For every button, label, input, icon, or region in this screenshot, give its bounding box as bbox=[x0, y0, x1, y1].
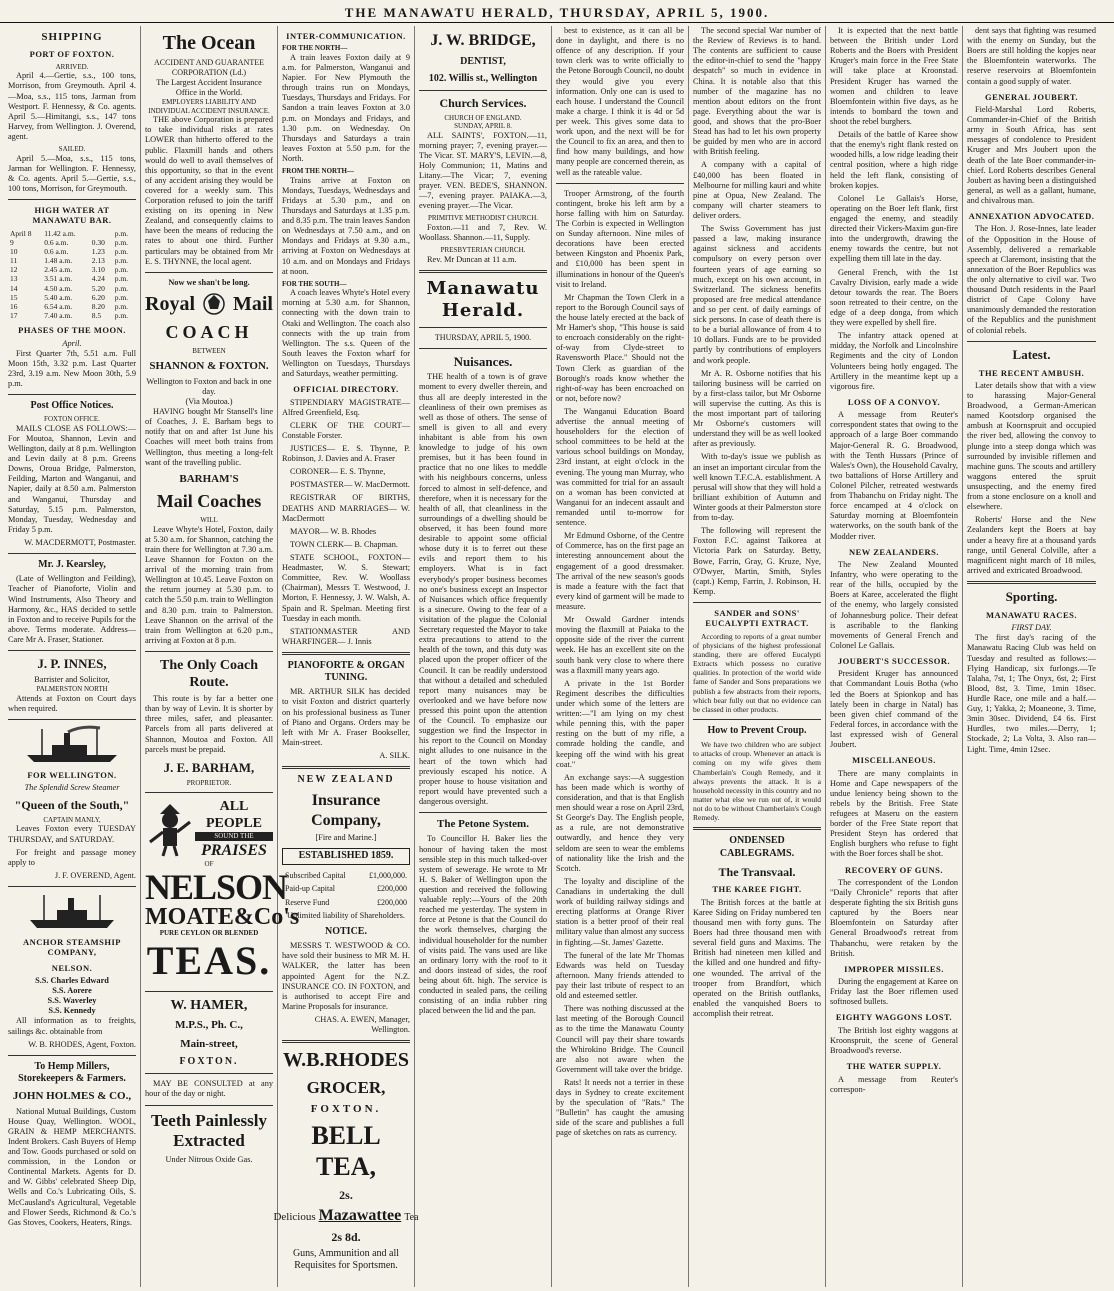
capital-cell: £200,000 bbox=[377, 884, 407, 894]
eucalypti-text: According to reports of a great number of physicians of the highest professional standing, there are offered Eucalypti Extracts which possess no curative qualities. In protection of the world wide fame of Sander and Sons preparations we publish a few abstracts from their reports, which bear fully out that no evidence can be classed in other products. bbox=[693, 631, 821, 714]
innes-subheading: Barrister and Solicitor, bbox=[34, 674, 110, 684]
football-text: The following will represent the Foxton F.C. against Taikorea at Victoria Park on Saturday. Betty, Bowe, Farrin, Gray, G. Kruze, Nye, O'Dwyer, Martin, Smith, Styles (capt.) Kemp, Farrin, J. Robinson, H. Kemp. bbox=[693, 526, 821, 596]
directory-item: POSTMASTER— W. MacDermott. bbox=[290, 480, 410, 490]
divider bbox=[145, 1105, 273, 1106]
tide-cell: 13 bbox=[10, 274, 18, 284]
between-word: BETWEEN bbox=[192, 346, 226, 355]
divider bbox=[145, 272, 273, 273]
tide-cell: 16 bbox=[10, 301, 18, 311]
tide-cell: 6.20 bbox=[91, 292, 105, 302]
moon-month: April. bbox=[62, 338, 82, 348]
south-text: A coach leaves Whyte's Hotel every morning at 5.30 a.m. for Shannon, connecting with the down train to Otaki and Wellington. The coach also connects with the up train from Wellington. The s.s. Queen of the South leaves the Foxton wharf for Wellington on Tuesdays, Thursdays and Saturdays, weather permitting. bbox=[282, 288, 410, 379]
grocer-word: GROCER, bbox=[306, 1077, 386, 1097]
sailed-text: April 5.—Moa, s.s., 115 tons, Jarman for Wellington. F. Hennessy, & Co. agents. April 5.—Gertie, s.s., 100 tons, Morrison, for Greymouth. bbox=[8, 153, 136, 193]
divider bbox=[693, 827, 821, 830]
barhams-heading: BARHAM'S bbox=[179, 472, 239, 485]
innes-location: PALMERSTON NORTH bbox=[36, 685, 108, 694]
capital-cell: Paid-up Capital bbox=[285, 884, 335, 894]
tide-cell: 4.50 a.m. bbox=[44, 283, 73, 293]
nz-insurance: Insurance Company, bbox=[311, 792, 381, 829]
divider bbox=[693, 602, 821, 603]
south-label: FOR THE SOUTH— bbox=[282, 279, 347, 288]
presby-heading: PRESBYTERIAN CHURCH. bbox=[440, 246, 526, 255]
column-7 bbox=[826, 26, 963, 1287]
column-8 bbox=[963, 26, 1100, 1287]
church-heading: Church Services. bbox=[439, 95, 527, 110]
details-text: Details of the battle of Karee show that the enemy's right flank rested on wooded hills, a low ridge leading their central position, where a high ridge held the left flank, consisting of broken kopjes. bbox=[830, 130, 958, 190]
guns-text: Guns, Ammunition and all Requisites for Sportsmen. bbox=[292, 1247, 400, 1272]
tea-ad-header bbox=[145, 798, 273, 860]
divider bbox=[419, 90, 547, 91]
tide-row bbox=[8, 293, 136, 302]
tide-cell: 11 bbox=[10, 256, 18, 266]
methodist-text: Foxton.—11 and 7, Rev. W. Woollass. Shannon.—11, Supply. bbox=[419, 222, 547, 243]
crest-icon bbox=[200, 291, 228, 317]
divider bbox=[282, 766, 410, 769]
ocean-subheading: ACCIDENT AND GUARANTEE CORPORATION (Ld.) bbox=[153, 58, 265, 78]
ewen-signature: CHAS. A. EWEN, Manager, Wellington. bbox=[314, 1014, 410, 1035]
nz-text: The New Zealand Mounted Infantry, who were operating to the rear of the hills, occupied by the Boers at Karee, accelerated the flight of the enemy, who largely consisted of Johannesburg police. Their defeat is ascribable to the flanking movements of General French and Colonel Le Gallais. bbox=[830, 559, 958, 650]
water-cont-text: dent says that fighting was resumed with the enemy on Sunday, but the Boers are still holding the kopjes near the Bloemfontein waterworks. The reserve reservoirs at Bloemfontein contain a good supply of water. bbox=[967, 26, 1096, 86]
dentist-address: 102. Willis st., Wellington bbox=[428, 72, 538, 84]
osborne-text: Mr Edmund Osborne, of the Centre of Commerce, has on the first page an interesting announcement about the engagement of a good dressmaker. The arrival of the new season's goods is made a feature with the fact that every kind of garment will be made to measure. bbox=[556, 531, 684, 612]
anchor-agent: W. B. RHODES, Agent, Foxton. bbox=[28, 1039, 136, 1049]
nuisances-text: THE health of a town is of grave moment to every dweller therein, and thus all are deeply interested in the cleanliness of their own premises as well as those of others. The sense of smell is given to all and every inhabitant is able from his own knowledge to judge of his own premises, but it has been found in practice that no one likes to meddle with his neighbours concerns, unless forced to almost in self-defence, and therefore, when it is necessary for the health of all, that cleanliness in the surroundings of a dwelling should be observed, it has been found more desirable to appoint some official whose duty it is to ferret out these evils and report them to his employers. What is in fact everybody's proper business becomes no one's business except an Inspector of Nuisances which office frequently is a sinecure. Owing to the fear of a visitation of the plague the Colonial Secretary requested the Mayor to take extra precautions to attend to the health of the town, and this duty was placed upon the proper officer of the Council. It can be readily understood that without a detailed and scheduled report many nuisances may be overlooked and we have before now pressed this point upon the attention of the Council. To emphasize our suggestion we find the Inspector in his report to the Council on Monday night alludes to one nuisance in the heart of the town which had previously escaped his notice. A proper house to house visitation and report would have prevented such a dangerous oversight. bbox=[419, 372, 547, 806]
sound-the: SOUND THE bbox=[195, 832, 273, 841]
croup-heading: How to Prevent Croup. bbox=[707, 725, 807, 736]
gardner-text: Mr Oswald Gardner intends moving the flaxmill at Paiaka to the opposite side of the river the current week. He has an excellent site on the south bank very close to where there was a flaxmill many years ago. bbox=[556, 615, 684, 675]
bridge-name: J. W. BRIDGE, bbox=[430, 32, 536, 49]
newspaper-page bbox=[4, 26, 1110, 1287]
anchor-info: All information as to freights, sailings &c. obtainable from bbox=[8, 1016, 136, 1036]
tide-row bbox=[8, 256, 136, 265]
article-text: best to existence, as it can all be done in daylight, and there is no offence of any description. If your town clerk was to write officially to the Petone Borough Council, no doubt they would give you every information. Only one can is used to each house. I understand the Council make a charge. I think it is 4d or 5d per week. This gives some data to work upon, and the next will be for the Council to fix an area, and then to find how many buildings, and how many people are concerned therein, as well as the rateable value. bbox=[556, 26, 684, 177]
karee-heading: THE KAREE FIGHT. bbox=[712, 884, 802, 895]
tide-cell: 1.23 bbox=[91, 247, 105, 257]
directory-item: MAYOR— W. B. Rhodes bbox=[290, 526, 377, 536]
wanganui-text: The Wanganui Education Board advertise the annual meeting of householders for the election of school committees to be held at the various school buildings on Monday, 23rd instant, at eight o'clock in the evening. The young man Murray, who was committed for trial for an assault on a woman has been convicted at Wanganui for an indecent assault and remanded until to-morrow for sentence. bbox=[556, 406, 684, 528]
column-5 bbox=[552, 26, 689, 1287]
tide-row bbox=[8, 229, 136, 238]
all-people: ALL PEOPLE bbox=[205, 799, 262, 832]
loss-text: A message from Reuter's correspondent states that owing to the approach of a large Boer commando Major-General R. G. Broadwood, with the Tenth Hussars (Prince of Wales's Own), the Household Cavalry, two battalions of Horse Artillery and Colonel Pilcher, retreated westwards from Thabanchu on Friday night. The force encamped at 4 o'clock on Saturday morning at Bloemfontein waterworks, on the south bank of the Modder river. bbox=[830, 410, 958, 541]
delicious-word: Delicious bbox=[273, 1210, 316, 1223]
tide-cell: p.m. bbox=[114, 228, 129, 238]
tide-row bbox=[8, 274, 136, 283]
holmes-heading: JOHN HOLMES & CO., bbox=[12, 1090, 132, 1103]
tide-cell: 0.30 bbox=[91, 237, 105, 247]
tide-cell: 2.45 a.m. bbox=[44, 265, 73, 275]
tide-cell: 12 bbox=[10, 265, 18, 275]
column-6 bbox=[689, 26, 826, 1287]
column-1 bbox=[4, 26, 141, 1287]
tide-cell: p.m. bbox=[114, 311, 129, 321]
hamer-name: W. HAMER, bbox=[170, 998, 248, 1014]
capital-row bbox=[284, 870, 408, 882]
anchor-heading: ANCHOR STEAMSHIP COMPANY, bbox=[23, 936, 121, 958]
queen-text: Leaves Foxton every TUESDAY THURSDAY, and SATURDAY. bbox=[8, 824, 136, 844]
divider bbox=[145, 651, 273, 652]
battle-text: It is expected that the next battle between the British under Lord Roberts and the Boers with President Kruger's main force in the Free State will take place at Kroonstad. President Kruger has warned the women and children to leave Bloemfontein within five days, as he intends to bombard the town and shoot the rebel burghers. bbox=[830, 26, 958, 126]
ocean-heading: The Ocean bbox=[162, 32, 256, 54]
chapman-text: Mr Chapman the Town Clerk in a report to the Borough Council says of the house lately erected at the back of Mr Hamer's shop, "This house is said to encroach considerably on the right-of-way from Clyde-street to Ravensworth Place." Should not the Town Clerk as guardian of the Borough's roads know whether the right-of-way has been encroached on or not, before now? bbox=[556, 292, 684, 403]
annex-text: The Hon. J. Rose-Innes, late leader of the Opposition in the House of Assembly, delivered a remarkable speech at Claremont, insisting that the annexation of the Boer Republics was the only alternative to civil war. Two thousand Dutch residents in the Paarl district of Cape Colony have unanimously demanded the restoration of the Republics and the punishment of colonial rebels. bbox=[967, 224, 1096, 335]
capital-row bbox=[284, 897, 408, 909]
karee-text: The British forces at the battle at Karee Siding on Friday numbered ten thousand men with forty guns. The Boers had three thousand men with several field guns and Maxims. The British had nineteen men killed and the killed and one hundred and fifty-one wounded. The arrival of the trooper from Brandfort, which operated on the British outflanks, enabled the vanquished Boers to accomplish their retreat. bbox=[693, 897, 821, 1019]
tide-row bbox=[8, 247, 136, 256]
directory-item: CORONER— E. S. Thynne, bbox=[290, 467, 386, 477]
proprietor-label: PROPRIETOR. bbox=[186, 778, 232, 787]
shannon-foxton: SHANNON & FOXTON. bbox=[149, 360, 269, 373]
port-heading: PORT OF FOXTON. bbox=[29, 49, 115, 60]
directory-item: REGISTRAR OF BIRTHS, DEATHS AND MARRIAGES— W. MacDermott bbox=[282, 493, 410, 523]
innes-heading: J. P. INNES, bbox=[37, 656, 107, 672]
ocean-largest: The Largest Accident Insurance Office in the World. bbox=[156, 77, 262, 97]
capital-row bbox=[284, 883, 408, 895]
water-text: A message from Reuter's correspon- bbox=[830, 1074, 958, 1094]
innes-text: Attends at Foxton on Court days when required. bbox=[8, 693, 136, 713]
loyalty-text: The loyalty and discipline of the Canadians in undertaking the dull work of building railway sidings and erecting platforms at Orange River station is a better proof of their real military value than almost any success in fighting.—St. James' Gazette. bbox=[556, 876, 684, 947]
tide-cell: 11.42 a.m. bbox=[44, 228, 76, 238]
column-3 bbox=[273, 26, 419, 1287]
route-heading: The Only Coach Route. bbox=[159, 658, 258, 691]
nz-fire: [Fire and Marine.] bbox=[315, 833, 377, 843]
tide-cell: 5.40 a.m. bbox=[44, 292, 73, 302]
mail-word: Mail bbox=[233, 292, 273, 315]
queen-heading: "Queen of the South," bbox=[14, 798, 130, 813]
tide-cell: 8.20 bbox=[91, 301, 105, 311]
queen-freight: For freight and passage money apply to bbox=[8, 847, 136, 867]
water-heading: THE WATER SUPPLY. bbox=[846, 1061, 942, 1072]
shipping-heading: SHIPPING bbox=[41, 31, 103, 43]
coach-info: Wellington to Foxton and back in one day. bbox=[146, 376, 272, 396]
capital-cell: £200,000 bbox=[377, 898, 407, 908]
tide-cell: 8.5 bbox=[91, 311, 102, 321]
ship-name: S.S. Waverley bbox=[47, 996, 97, 1006]
tide-cell: 1.48 a.m. bbox=[44, 256, 73, 266]
eucalypti-heading: SANDER and SONS' EUCALYPTI EXTRACT. bbox=[705, 608, 809, 629]
divider bbox=[8, 394, 136, 395]
tide-row bbox=[8, 265, 136, 274]
masthead-title: Manawatu Herald. bbox=[426, 277, 540, 321]
tide-heading: HIGH WATER AT MANAWATU BAR. bbox=[32, 205, 112, 226]
divider bbox=[282, 1040, 410, 1043]
divider bbox=[419, 327, 547, 328]
exchange-text: An exchange says:—A suggestion has been made which is worthy of consideration, and that is that English men should wear a rose on April 23rd, St George's Day. The English people, as a rule, are not demonstrative outwardly, and hence they very seldom are seen to wear the emblems of nationality like the Irish and the Scotch. bbox=[556, 772, 684, 873]
mazawattee-word: Mazawattee bbox=[318, 1206, 402, 1224]
croup-text: We have two children who are subject to attacks of croup. Whenever an attack is coming on my wife gives them Chamberlain's Cough Remedy, and it always prevents the attack. It is a household necessity in this country and no matter what else we run out of, it would not do to be without Chamberlain's Cough Remedy. bbox=[693, 740, 821, 823]
directory-item: STATE SCHOOL, FOXTON— Headmaster, W. S. Stewart; Committee, Rev. W. Woollass (Chairman), Messrs T. Westwood, J. Morton, F. Hennessy, J. W. Walsh, A. Spain and R. Spelman. Meeting first Tuesday in each month. bbox=[282, 553, 410, 623]
north-text: A train leaves Foxton daily at 9 a.m. for Palmerston, Wanganui and Napier. For New Plymouth the through trains run on Mondays, Tuesdays, Thursdays and Fridays. For Sandon a train leaves Foxton at 3.0 p.m. on Mondays and Fridays, and 1.30 p.m. on Wednesday. On Thursdays and Saturdays a train leaves Foxton at 5.50 p.m. for the North. bbox=[282, 52, 410, 163]
royal-word: Royal bbox=[145, 292, 195, 315]
notice-text: MESSRS T. WESTWOOD & CO. have sold their business to MR M. H. WALKER, the latter has been appointed Agent for the N.Z. INSURANCE CO. IN FOXTON, and is authorised to accept Fire and Marine Proposals for insurance. bbox=[282, 941, 410, 1011]
jester-icon bbox=[145, 802, 195, 857]
ambush-text: Later details show that with a view to harassing Major-General Broadwood, a German-American named Kootsdorp organised the ambush at Koornspruit and occupied the river bed, allowing the convoy to plunge into a steep donga which was surrounded by invisible riflemen and machine guns. The scouts and artillery waggons entered the spruit unsuspecting, and the enemy fired from a stone enclosure on a knoll and elsewhere. bbox=[967, 380, 1096, 512]
tide-cell bbox=[90, 229, 113, 238]
tide-cell: p.m. bbox=[114, 283, 129, 293]
will-word: WILL bbox=[200, 516, 218, 525]
tide-cell: 3.10 bbox=[91, 265, 105, 275]
header-title: THE MANAWATU HERALD, THURSDAY, APRIL 5, 1900. bbox=[344, 5, 770, 20]
arrived-text: April 4.—Gertie, s.s., 100 tons, Morrison, from Greymouth. April 4.—Moa, s.s., 115 tons, Jarman from Westport. F. Hennessy, & Co. agents. April 5.—Himitangi, s.s., 147 tons Harvey, from Wellington. J. Overend, agent. bbox=[8, 71, 136, 141]
rhodes-heading: W.B.RHODES bbox=[283, 1049, 409, 1072]
divider bbox=[282, 652, 410, 655]
capital-cell: Subscribed Capital bbox=[285, 870, 346, 880]
mazawattee-line bbox=[273, 1206, 419, 1226]
liability: Unlimited liability of Shareholders. bbox=[287, 910, 405, 920]
misc-heading: MISCELLANEOUS. bbox=[852, 755, 936, 766]
divider bbox=[556, 183, 684, 184]
bell-price: 2s. bbox=[339, 1188, 353, 1203]
races-text: The first day's racing of the Manawatu Racing Club was held on Tuesday and resulted as follows:— Flying Handicap, six furlongs.—Te Talaha, 7st, 1; The Onyx, 6st, 2; First Blood, 8st, 3. Time, 1min 18sec. Hurdle Race, one mile and a half.— Guy, 1; Yakka, 2; Moaneone, 3. Time, 3min 30sec. Dividend, £4 6s. First Hurdles, two miles.—Derry, 1; Stockade, 2; La Volta, 3. Also ran—Light. Time, 4min 12sec. bbox=[967, 633, 1096, 754]
coach-text: HAVING bought Mr Stansell's line of Coaches, J. E. Barham begs to notify that on and after 1st June his Coaches will meet both trains from Wellington, thus meeting a long-felt want of the travelling public. bbox=[145, 407, 273, 467]
first-day: FIRST DAY. bbox=[1011, 623, 1052, 633]
sunday-date: SUNDAY, APRIL 8. bbox=[454, 122, 512, 131]
holmes-text: National Mutual Buildings, Custom House Quay, Wellington. WOOL, GRAIN & HEMP MERCHANTS. Indent Brokers. Cash Buyers of Hemp and Tow. Goods purchased or sold on commission, in the London or Continental Markets. Agents for D. and W. Gibbs' celebrated Sheep Dip, Wells and Co.'s Lubricating Oils, S. McCausland's Agricultural, Vegetable and Flower Seeds, Richmond & Co.'s Gas Stoves, Cookers, Heaters, Rings. bbox=[8, 1106, 136, 1227]
from-north-text: Trains arrive at Foxton on Mondays, Tuesdays, Wednesdays and Fridays at 5.30 p.m., and on Thursdays and Saturdays at 1.35 p.m. and 8.35 p.m. The train leaves Sandon on Wednesdays at 7.50 a.m., and on Mondays and Fridays at 9.30 a.m., arriving at Foxton on Wednesdays at 10 a.m. and on Mondays and Fridays at noon. bbox=[282, 175, 410, 276]
tide-cell: p.m. bbox=[114, 256, 129, 266]
bell-tea: BELL TEA, bbox=[311, 1120, 381, 1182]
wellington-heading: FOR WELLINGTON. bbox=[27, 769, 117, 780]
swiss-text: The Swiss Government has just passed a law, making insurance against sickness and accidents compulsory on every person over fourteen years of age earning so much, except on his own account, in Switzerland. The sickness benefits proposed are free medical attendance and so per cent. of daily earnings of sick persons. In case of death there is to be a burial allowance of from 4 to 10 dollars. Funds are to be provided partly by contributions of employers and work people. bbox=[693, 224, 821, 365]
misc-text: There are many complaints in Home and Cape newspapers of the undue leniency being shown to the rebels by the British. Free State refugees at Maseru on the eastern border of the Free State report that President Steyn has ordered that English burghers who refuse to fight with the Boer forces shall be shot. bbox=[830, 768, 958, 859]
directory-item: CLERK OF THE COURT— Constable Forster. bbox=[282, 420, 410, 440]
tea-word: Tea bbox=[404, 1211, 419, 1223]
tide-cell: 6.54 a.m. bbox=[44, 301, 73, 311]
captain-name: CAPTAIN MANLY, bbox=[43, 815, 101, 824]
tide-row bbox=[8, 238, 136, 247]
wagons-text: The British lost eighty waggons at Kroonspruit, the scene of General Broadwood's reverse. bbox=[830, 1025, 958, 1056]
directory-item: JUSTICES— E. S. Thynne, P. Robinson, J. Davies and A. Fraser bbox=[282, 444, 410, 464]
kearsley-heading: Mr. J. Kearsley, bbox=[38, 559, 106, 571]
barham-name: J. E. BARHAM, bbox=[163, 759, 255, 775]
joubert-text: Field-Marshal Lord Roberts, Commander-in-Chief of the British army in South Africa, has sent messages of condolence to President Kruger and Mrs Joubert upon the death of the late Boer commander-in-chief. Lord Roberts describes General Joubert as having been a distinguished general, as well as a gallant, humane, and chivalrous man. bbox=[967, 105, 1096, 205]
loss-heading: LOSS OF A CONVOY. bbox=[847, 396, 941, 407]
nuisances-heading: Nuisances. bbox=[453, 353, 513, 369]
mazawattee-price: 2s 8d. bbox=[331, 1230, 361, 1245]
tide-cell: 0.6 a.m. bbox=[44, 247, 69, 257]
steamship-icon bbox=[22, 725, 122, 765]
races-heading: MANAWATU RACES. bbox=[986, 609, 1077, 620]
tide-cell: 7.40 a.m. bbox=[44, 311, 73, 321]
infantry-text: The infantry attack opened at midday, the Norfolk and Lincolnshire Regiments and the city of London Volunteers being hotly engaged. The Artillery in the meantime kept up a vigorous fire. bbox=[830, 331, 958, 391]
transvaal-heading: The Transvaal. bbox=[718, 864, 796, 879]
tide-cell: 4.24 bbox=[91, 274, 105, 284]
piano-text: MR. ARTHUR SILK has decided to visit Foxton and district quarterly on his professional business as Tuner of Piano and Organs. Orders may be left with Mr A. Fraser Bookseller, Main-street. bbox=[282, 687, 410, 747]
tide-cell: 0.6 a.m. bbox=[44, 237, 69, 247]
royal-mail-banner bbox=[145, 291, 273, 317]
methodist-heading: PRIMITIVE METHODIST CHURCH. bbox=[427, 214, 539, 223]
improper-heading: IMPROPER MISSILES. bbox=[844, 963, 944, 974]
divider bbox=[8, 719, 136, 720]
church-text: ALL SAINTS', FOXTON.—11, morning prayer; 7, evening prayer.—The Vicar. ST. MARY'S, LEVIN.—8, Holy Communion; 11, Matins and Litany.—The Vicar; 7, evening prayer. VEN. BEDE'S, SHANNON.—7, evening prayer. PAIAKA.—3, evening prayer.—The Vicar. bbox=[419, 130, 547, 211]
capital-cell: £1,000,000. bbox=[369, 870, 407, 880]
teas-word: TEAS. bbox=[146, 938, 272, 984]
private-text: A private in the 1st Border Regiment describes the difficulties under which some of the letters are written:—"I am lying on my chest while penning this, with the paper resting on the butt of my rifle, a comrade holding the candle, and keeping off the wind with his great coat." bbox=[556, 678, 684, 769]
tide-cell: 5.20 bbox=[91, 283, 105, 293]
directory-item: STATIONMASTER AND WHARFINGER— J. Innis bbox=[282, 626, 410, 646]
established: ESTABLISHED 1859. bbox=[282, 848, 410, 864]
post-subheading: FOXTON OFFICE. bbox=[44, 415, 100, 424]
dentist-label: DENTIST, bbox=[460, 55, 506, 67]
divider bbox=[967, 341, 1096, 342]
main-street: Main-street, bbox=[180, 1037, 238, 1050]
route-text: This route is by far a better one than by way of Levin. It is shorter by three miles, safer, and pleasanter. Parcels from all parts delivered at Shannon, Moutoa and Foxton. All parcels must be prepaid. bbox=[145, 694, 273, 754]
nz-heading: NEW ZEALAND bbox=[297, 774, 395, 786]
praises: PRAISES bbox=[201, 841, 267, 859]
ocean-types: EMPLOYERS LIABILITY AND INDIVIDUAL ACCIDENT INSURANCE. bbox=[148, 98, 270, 115]
divider bbox=[8, 1055, 136, 1056]
presby-text: Rev. Mr Duncan at 11 a.m. bbox=[427, 254, 517, 264]
thomas-text: The funeral of the late Mr Thomas Edwards was held on Tuesday afternoon. Many friends attended to pay their last tribute of respect to an old and esteemed settler. bbox=[556, 950, 684, 1001]
teeth-subheading: Under Nitrous Oxide Gas. bbox=[165, 1155, 253, 1165]
joubert-heading: GENERAL JOUBERT. bbox=[984, 91, 1079, 102]
guns-text: The correspondent of the London "Daily Chronicle" reports that after desperate fighting the six British guns captured by the Boers near Bloemfontein on Saturday after General Broadwood's retreat from Thabanchu, were retaken by the British. bbox=[830, 877, 958, 958]
tide-table bbox=[8, 229, 136, 320]
capital-cell: Reserve Fund bbox=[285, 898, 330, 908]
ship-name: S.S. Aorere bbox=[52, 986, 92, 996]
notice-heading: NOTICE. bbox=[325, 926, 367, 938]
tide-cell: 3.51 a.m. bbox=[44, 274, 73, 284]
north-label: FOR THE NORTH— bbox=[282, 44, 348, 53]
steamer-intro: The Splendid Screw Steamer bbox=[24, 783, 120, 793]
tide-cell: 10 bbox=[10, 247, 18, 257]
divider bbox=[145, 1073, 273, 1074]
improper-text: During the engagement at Karee on Friday last the Boer riflemen used softnosed bullets. bbox=[830, 977, 958, 1007]
ocean-text: THE above Corporation is prepared to take individual risks at rates LOWER than hitherto offered to the public. Flaxmill hands and others would do well to avail themselves of this opportunity, so that in the event of any accident arising they would be covered for a weekly sum. This Corporation refused to join the tariff existing on its opening in New Zealand, and consequently claims to have been the means of reducing the rates to about one third. Further particulars may be obtained from Mr E. S. THYNNE, the local agent. bbox=[145, 115, 273, 266]
divider bbox=[419, 812, 547, 813]
ship-name: S.S. Kennedy bbox=[48, 1006, 96, 1016]
pilcher-text: Colonel Le Gallais's Horse, operating on the Boer left flank, first engaged the enemy, and steadily directed their Vickers-Maxim gun-fire into the undergrowth, drawing the enemy towards the centre, but not expelling them till late in the day. bbox=[830, 193, 958, 264]
sporting-heading: Sporting. bbox=[1005, 588, 1058, 604]
capital-table bbox=[282, 868, 410, 911]
sailed-label: SAILED. bbox=[58, 145, 86, 154]
post-text: MAILS CLOSE AS FOLLOWS:— For Moutoa, Shannon, Levin and Wellington, daily at 8 p.m. Wellington and Levin daily at 8 p.m. Greens Downs, Oroua Bridge, Palmerston, Feilding, Marton and Wanganui, and Napier, daily at 8.50 a.m. Palmerston and Wanganui, Thursday and Saturday, 5.15 p.m. Palmerston, Monday, Tuesday, Wednesday and Friday 5 p.m. bbox=[8, 423, 136, 534]
post-signature: W. MACDERMOTT, Postmaster. bbox=[24, 537, 136, 547]
tide-cell: p.m. bbox=[114, 274, 129, 284]
steamship-icon bbox=[22, 892, 122, 932]
of-word: OF bbox=[204, 860, 214, 869]
tide-cell: 2.13 bbox=[91, 256, 105, 266]
anchor-ship-list bbox=[8, 976, 136, 1016]
tide-cell: p.m. bbox=[114, 237, 129, 247]
moate-name: MOATE&Co's bbox=[145, 903, 300, 930]
ambush-heading: THE RECENT AMBUSH. bbox=[978, 367, 1085, 378]
joubert-successor-text: President Kruger has announced that Commandant Louis Botha (who led the Boers at Spionkop and has lately been in charge in Natal) has been given chief command of the Federal forces, in accordance with the last expressed wish of General Joubert. bbox=[830, 669, 958, 750]
tide-cell: p.m. bbox=[114, 265, 129, 275]
divider bbox=[419, 348, 547, 349]
latest-heading: Latest. bbox=[1012, 346, 1051, 362]
tide-cell: 9 bbox=[10, 237, 14, 247]
divider bbox=[8, 650, 136, 651]
directory-item: STIPENDIARY MAGISTRATE— Alfred Greenfield, Esq. bbox=[282, 397, 410, 417]
hemp-heading: To Hemp Millers, Storekeepers & Farmers. bbox=[18, 1060, 126, 1084]
moon-text: First Quarter 7th, 5.51 a.m. Full Moon 15th, 3.32 p.m. Last Quarter 23rd, 3.19 a.m. New Moon 30th, 5.9 p.m. bbox=[8, 348, 136, 388]
company-text: A company with a capital of £40,000 has been floated in Melbourne for milling kauri and white pine at Opua, New Zealand. The company will charter steamers to deliver orders. bbox=[693, 160, 821, 220]
trooper-text: Trooper Armstrong, of the fourth contingent, broke his left arm by a horse falling with him on Saturday. The Corbin is expected in Wellington on Sunday afternoon. Nine miles of decorations have been erected between Kingston and Phoenix Park, and £10,000 has been spent in illuminations in honour of the Queen's visit to Ireland. bbox=[556, 188, 684, 289]
arrived-label: ARRIVED. bbox=[55, 62, 89, 71]
guns-heading: RECOVERY OF GUNS. bbox=[844, 864, 943, 875]
tide-row bbox=[8, 311, 136, 320]
queen-agent: J. F. OVEREND, Agent. bbox=[54, 870, 136, 880]
rats-text: Rats! It needs not a terrier in these days in Sydney to create excitement by the speculation of "Rats." The "Bulletin" has caught the amusing side of the scare and publishes a full page of sketches on rats as currency. bbox=[556, 1077, 684, 1138]
week-text: With to-day's issue we publish as an inset an important circular from the well known T.F.C.A. establishment. A perusal will show that they will hold a brilliant exhibition of Autumn and Winter goods at their Palmerston store from to-day. bbox=[693, 452, 821, 523]
tide-cell: p.m. bbox=[114, 292, 129, 302]
mail-coaches-heading: Mail Coaches bbox=[156, 491, 262, 512]
consulted-text: MAY BE CONSULTED at any hour of the day or night. bbox=[145, 1079, 273, 1099]
coe-subheading: CHURCH OF ENGLAND. bbox=[444, 113, 522, 122]
divider bbox=[693, 719, 821, 720]
foxton-word: FOXTON. bbox=[179, 1056, 239, 1068]
divider bbox=[145, 991, 273, 992]
teeth-heading: Teeth Painlessly Extracted bbox=[150, 1110, 268, 1151]
tide-cell: April 8 bbox=[10, 228, 32, 238]
divider bbox=[967, 581, 1096, 584]
petone-text: To Councillor H. Baker lies the honour of having taken the most sensible step in this much talked-over system of sewerage. He wrote to Mr H. S. Baker of Wellington upon the question and received the following valuable reply:—Yours of the 20th reached me yesterday. The system in force at Petone is that the Council do the work themselves, charging the individual householder for the number of visits paid. The vans used are like an ordinary lorry with the roof to it and doors instead of sides, the roof being about 6ft. high. The service is conducted in sealed pans, the ceiling consisting of an india rubber ring placed between the lid and the pan. bbox=[419, 834, 547, 1016]
inter-heading: INTER-COMMUNICATION. bbox=[286, 31, 406, 41]
meeting-text: There was nothing discussed at the last meeting of the Borough Council as to the time the Manawatu County Council will pay their share towards the Whirokino Bridge. The Council are also not aware when the Government will take over the bridge. bbox=[556, 1004, 684, 1074]
french-text: General French, with the 1st Cavalry Division, early made a wide detour towards the rear. The Boers soon retreated to their centre, on the edge of a deep donga, from which they were expelled by shell fire. bbox=[830, 267, 958, 328]
from-north-label: FROM THE NORTH— bbox=[282, 167, 354, 176]
nelson-subheading: NELSON. bbox=[51, 962, 93, 973]
tide-cell: p.m. bbox=[114, 301, 129, 311]
annex-heading: ANNEXATION ADVOCATED. bbox=[968, 211, 1095, 222]
kearsley-text: (Late of Wellington and Feilding), Teacher of Pianoforte, Violin and Wind Instruments, Also Theory and Harmony, &c., HAS decided to settle in Foxton and to receive Pupils for the above. Terms moderate. Address—Care Mr A. Fraser, Stationer. bbox=[8, 574, 136, 644]
tide-row bbox=[8, 284, 136, 293]
coaches-text: Leave Whyte's Hotel, Foxton, daily at 5.30 a.m. for Shannon, catching the train there for Wellington at 7.30 a.m. Leave Shannon for Foxton on the arrival of the morning train from Wellington at 10.45. Leave Foxton on the return journey at 5.30 p.m. to catch the 5.50 p.m. train to Wellington and 8.30 p.m. train to Palmerston. Leave Shannon on the arrival of the train from Wellington at 6.20 p.m., arriving at Foxton at 8 p.m. bbox=[145, 524, 273, 645]
piano-signature: A. SILK. bbox=[379, 751, 410, 761]
roberts-text: Roberts' Horse and the New Zealanders kept the Boers at bay under a heavy fire at a thousand yards range, until General Colville, after a magnificent night march of 18 miles, arrived and extricated Broadwood. bbox=[967, 515, 1096, 575]
ship-name: S.S. Charles Edward bbox=[35, 976, 109, 986]
via-moutoa: (Via Moutoa.) bbox=[185, 397, 233, 407]
directory-list bbox=[282, 398, 410, 647]
now-heading: Now we shan't be long. bbox=[168, 277, 250, 287]
nz-heading: NEW ZEALANDERS. bbox=[848, 546, 939, 557]
directory-item: TOWN CLERK— B. Chapman. bbox=[290, 539, 398, 549]
divider bbox=[8, 553, 136, 554]
official-heading: OFFICIAL DIRECTORY. bbox=[293, 384, 399, 395]
nelson-name: NELSON bbox=[145, 866, 288, 907]
coach-word: COACH bbox=[165, 321, 253, 342]
divider bbox=[419, 270, 547, 273]
tide-row bbox=[8, 302, 136, 311]
divider bbox=[8, 886, 136, 887]
piano-heading: PIANOFORTE & ORGAN TUNING. bbox=[287, 660, 405, 684]
rhodes-foxton: FOXTON. bbox=[310, 1103, 382, 1116]
petone-heading: The Petone System. bbox=[437, 818, 529, 831]
post-heading: Post Office Notices. bbox=[30, 400, 114, 412]
tide-cell: 17 bbox=[10, 311, 18, 321]
osborne-text: Mr A. R. Osborne notifies that his tailoring business will be carried on by a first-class tailor, but Mr Osborne will supervise the cutting. As this is the most important part of tailoring Mr Osborne's customers will understand they will be as well looked after as previously. bbox=[693, 368, 821, 449]
newspaper-header bbox=[0, 0, 1114, 23]
review-text: The second special War number of the Review of Reviews is to hand. The contents are sufficient to cause the editor-in-chief to send the "happy despatch" so much in evidence in China. It is notable also that this number of the magazine has no mention about editors on the front page. Everything about the war is good, and shows that the pro-Boer Stead has had to let his own property be guided by men who are in accord with British feeling. bbox=[693, 26, 821, 157]
wagons-heading: EIGHTY WAGGONS LOST. bbox=[835, 1012, 953, 1023]
divider bbox=[145, 792, 273, 793]
cable-heading: ONDENSED CABLEGRAMS. bbox=[719, 835, 795, 859]
moon-heading: PHASES OF THE MOON. bbox=[18, 325, 126, 336]
tide-cell: p.m. bbox=[114, 247, 129, 257]
pure-ceylon: PURE CEYLON OR BLENDED bbox=[159, 928, 259, 937]
joubert-successor-heading: JOUBERT'S SUCCESSOR. bbox=[837, 655, 951, 666]
tide-cell: 14 bbox=[10, 283, 18, 293]
divider bbox=[8, 199, 136, 200]
masthead-date: THURSDAY, APRIL 5, 1900. bbox=[434, 332, 532, 342]
tide-cell: 15 bbox=[10, 292, 18, 302]
hamer-quals: M.P.S., Ph. C., bbox=[175, 1019, 243, 1032]
column-4 bbox=[415, 26, 552, 1287]
